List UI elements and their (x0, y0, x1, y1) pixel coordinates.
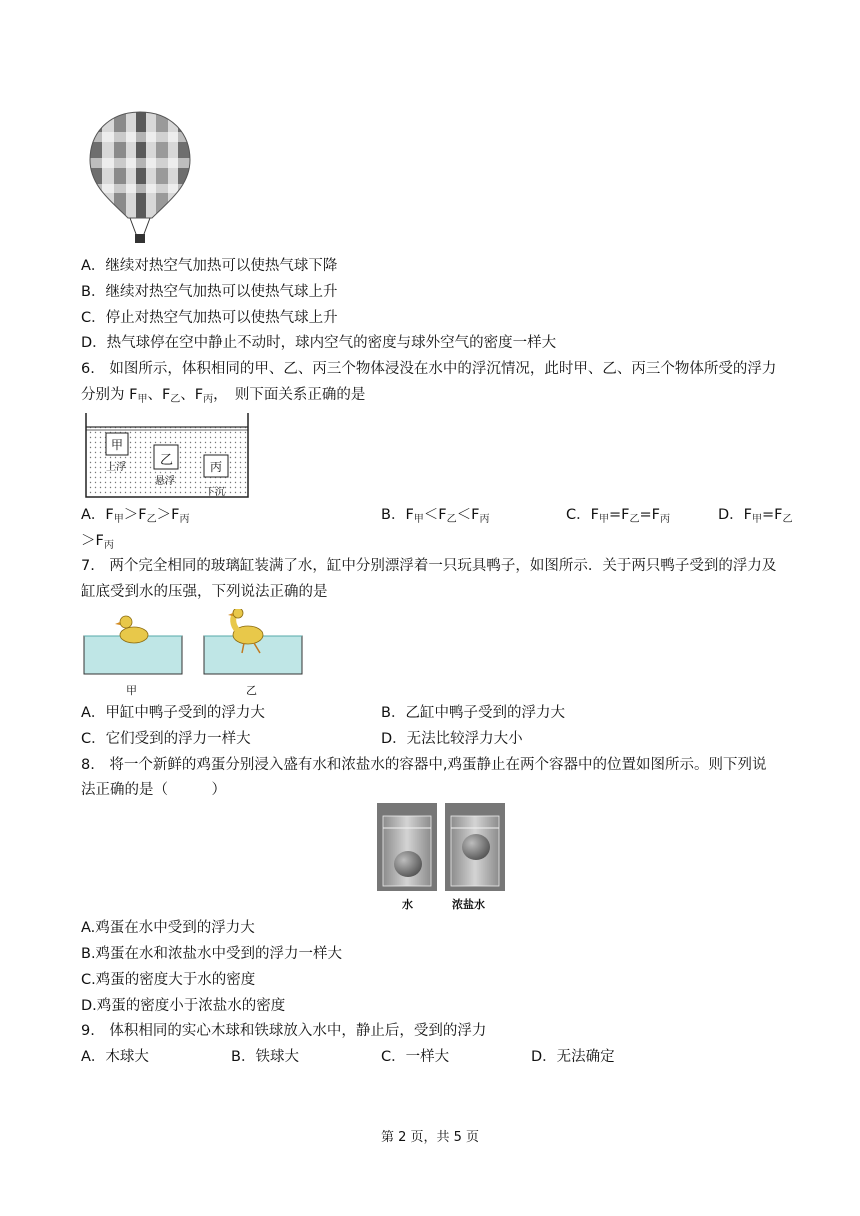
q5-option-d: D．热气球停在空中静止不动时，球内空气的密度与球外空气的密度一样大 (81, 335, 557, 351)
q7-figure-label-right: 乙 (246, 684, 257, 697)
q7-stem-line1: 7. 两个完全相同的玻璃缸装满了水，缸中分别漂浮着一只玩具鸭子，如图所示．关于两只鸭子受到的浮力及 (81, 558, 777, 574)
page-footer: 第 2 页，共 5 页 (380, 1130, 480, 1145)
q5-option-b: B．继续对热空气加热可以使热气球上升 (81, 284, 338, 300)
q7-option-b: B．乙缸中鸭子受到的浮力大 (381, 705, 565, 721)
q6-figure-bing: 丙 (210, 460, 223, 474)
q7-option-c: C．它们受到的浮力一样大 (81, 731, 251, 747)
q6-tank-figure (84, 411, 250, 499)
q8-stem-line2: 法正确的是（ ） (81, 782, 226, 798)
q9-option-d: D．无法确定 (531, 1049, 615, 1065)
q8-option-d: D.鸡蛋的密度小于浓盐水的密度 (81, 998, 286, 1014)
q9-stem: 9. 体积相同的实心木球和铁球放入水中，静止后，受到的浮力 (81, 1023, 487, 1039)
q6-figure-jia-state: 上浮 (106, 462, 126, 473)
q7-figure-label-left: 甲 (126, 684, 137, 697)
q9-option-b: B．铁球大 (231, 1049, 299, 1065)
q6-option-a: A．$F_甲>F_乙>F_丙$ (81, 507, 190, 525)
q6-figure-jia: 甲 (111, 438, 124, 452)
hot-air-balloon-figure (86, 110, 194, 246)
q8-stem-line1: 8. 将一个新鲜的鸡蛋分别浸入盛有水和浓盐水的容器中,鸡蛋静止在两个容器中的位置如图所示。则下列说 (81, 757, 767, 773)
q6-option-b: B．$F_甲<F_乙<F_丙$ (381, 507, 490, 525)
q6-option-d: D．$F_甲=F_乙$ (718, 507, 793, 525)
q6-figure-yi-state: 悬浮 (155, 476, 175, 487)
q5-option-a: A．继续对热空气加热可以使热气球下降 (81, 258, 338, 274)
q8-figure-label-left: 水 (402, 898, 413, 911)
q6-option-d-cont: $>F_丙$ (81, 533, 114, 551)
q6-option-c: C．$F_甲=F_乙=F_丙$ (566, 507, 670, 525)
q9-option-a: A．木球大 (81, 1049, 149, 1065)
q8-egg-beakers-figure (376, 802, 506, 892)
q8-option-a: A.鸡蛋在水中受到的浮力大 (81, 920, 255, 936)
q8-figure-label-right: 浓盐水 (452, 898, 485, 911)
q7-duck-tanks-figure (82, 609, 304, 679)
q7-stem-line2: 缸底受到水的压强，下列说法正确的是 (81, 584, 328, 600)
q5-option-c: C．停止对热空气加热可以使热气球上升 (81, 310, 338, 326)
q7-option-d: D．无法比较浮力大小 (381, 731, 523, 747)
q8-option-b: B.鸡蛋在水和浓盐水中受到的浮力一样大 (81, 946, 343, 962)
q6-figure-bing-state: 下沉 (205, 487, 225, 498)
q6-figure-yi: 乙 (160, 453, 174, 468)
q7-option-a: A．甲缸中鸭子受到的浮力大 (81, 705, 265, 721)
q6-stem-line2: 分别为 $F_甲$、$F_乙$、$F_丙$， 则下面关系正确的是 (81, 387, 366, 405)
q8-option-c: C.鸡蛋的密度大于水的密度 (81, 972, 256, 988)
q6-stem-line1: 6. 如图所示，体积相同的甲、乙、丙三个物体浸没在水中的浮沉情况，此时甲、乙、丙三个物体所受的浮力 (81, 361, 777, 377)
q9-option-c: C．一样大 (381, 1049, 450, 1065)
